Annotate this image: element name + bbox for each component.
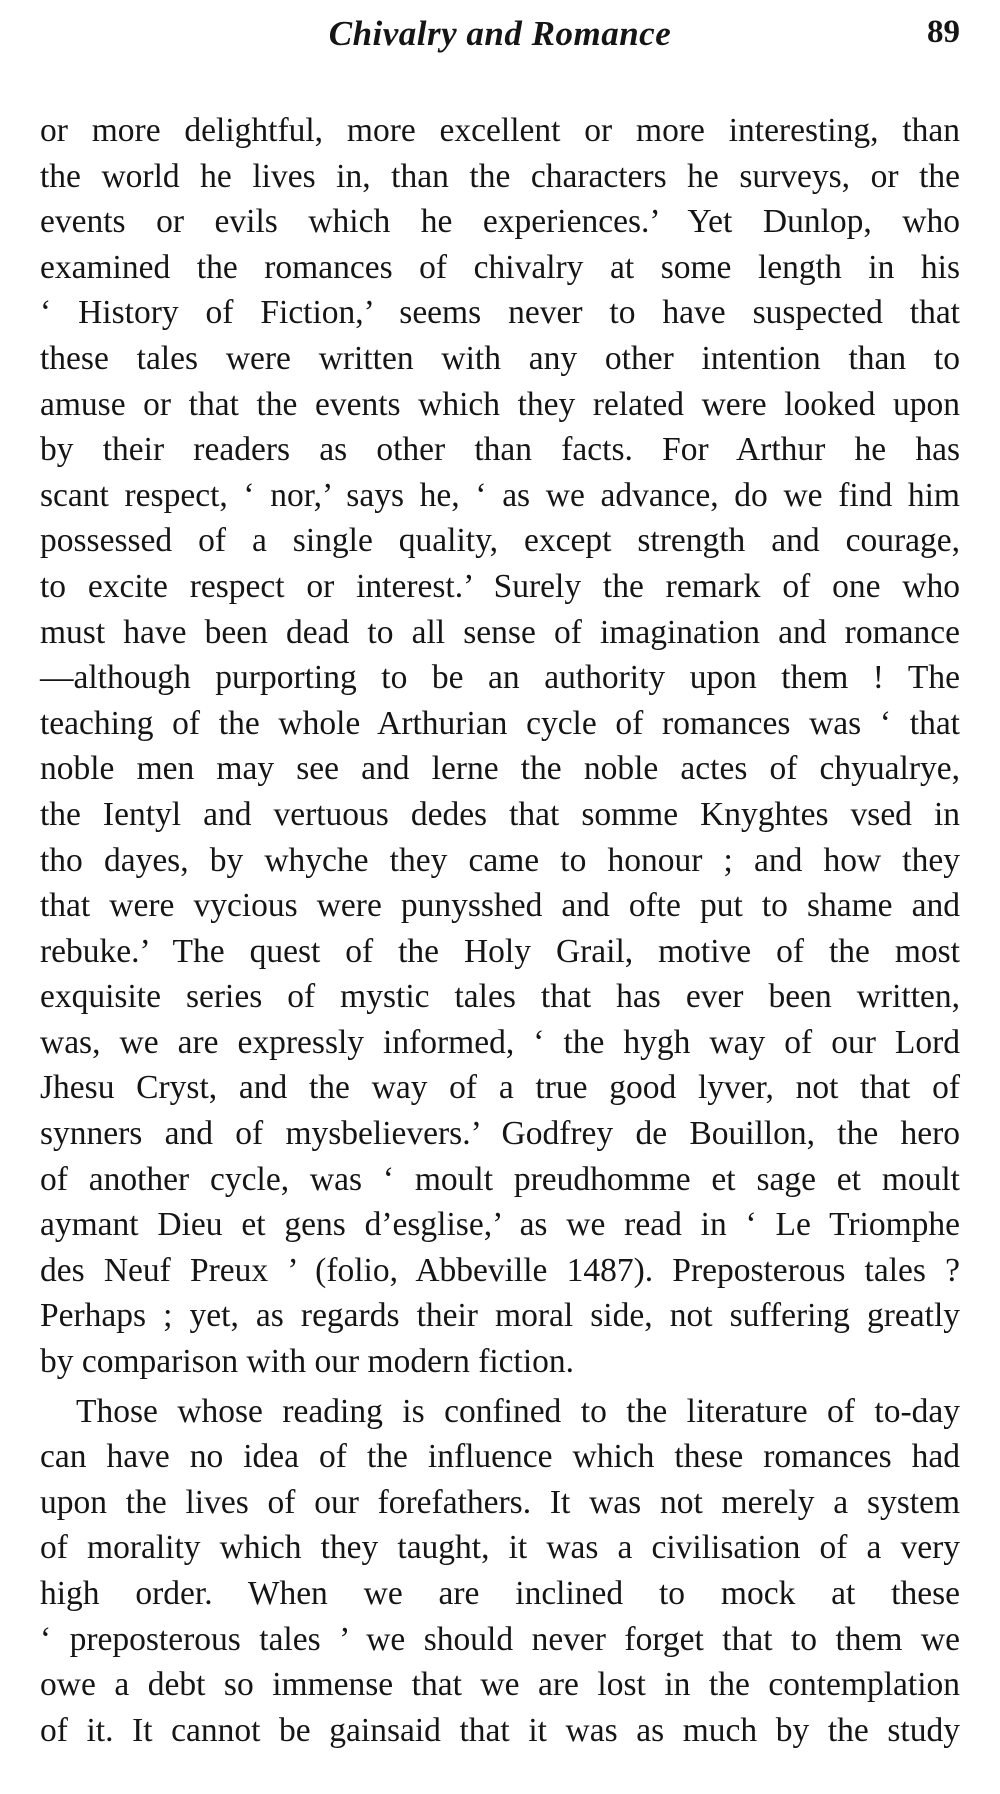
- text-line: by their readers as other than facts. For Arthur he has: [40, 431, 960, 469]
- text-line: of morality which they taught, it was a civilisation of a very: [40, 1529, 960, 1567]
- text-line: these tales were written with any other intention than to: [40, 339, 960, 377]
- text-line: must have been dead to all sense of imagination and romance: [40, 613, 960, 651]
- page-number: 89: [927, 14, 960, 50]
- body-text: [40, 108, 960, 1753]
- text-line: Those whose reading is confined to the literature of to-day: [76, 1392, 960, 1430]
- paragraph-1: [40, 108, 960, 1385]
- text-line: rebuke.’ The quest of the Holy Grail, motive of the most: [40, 932, 960, 970]
- text-line: Jhesu Cryst, and the way of a true good lyver, not that of: [40, 1069, 960, 1107]
- page-header: [40, 14, 960, 74]
- text-line: des Neuf Preux ’ (folio, Abbeville 1487). Preposterous tales ?: [40, 1251, 960, 1289]
- text-line: noble men may see and lerne the noble actes of chyualrye,: [40, 750, 960, 788]
- paragraph-2: [40, 1389, 960, 1754]
- text-line: of another cycle, was ‘ moult preudhomme et sage et moult: [40, 1160, 960, 1198]
- text-line: that were vycious were punysshed and ofte put to shame and: [40, 887, 960, 925]
- text-line: owe a debt so immense that we are lost in the contemplation: [40, 1666, 960, 1704]
- text-line: or more delightful, more excellent or more interesting, than: [40, 112, 960, 149]
- text-line: by comparison with our modern fiction.: [40, 1343, 575, 1381]
- text-line: —although purporting to be an authority upon them ! The: [40, 659, 960, 697]
- text-line: aymant Dieu et gens d’esglise,’ as we read in ‘ Le Triomphe: [40, 1206, 960, 1244]
- text-line: the world he lives in, than the characters he surveys, or the: [40, 157, 960, 195]
- text-line: ‘ preposterous tales ’ we should never forget that to them we: [40, 1620, 960, 1658]
- text-line: tho dayes, by whyche they came to honour ; and how they: [40, 841, 960, 879]
- text-line: possessed of a single quality, except strength and courage,: [40, 522, 960, 560]
- text-line: the Ientyl and vertuous dedes that somme Knyghtes vsed in: [40, 795, 960, 833]
- text-line: Perhaps ; yet, as regards their moral side, not suffering greatly: [40, 1297, 960, 1335]
- text-line: events or evils which he experiences.’ Yet Dunlop, who: [40, 203, 960, 241]
- text-line: high order. When we are inclined to mock at these: [40, 1575, 960, 1612]
- text-line: examined the romances of chivalry at some length in his: [40, 248, 960, 286]
- text-line: can have no idea of the influence which these romances had: [40, 1438, 960, 1476]
- text-line: of it. It cannot be gainsaid that it was as much by the study: [40, 1711, 960, 1749]
- text-line: amuse or that the events which they related were looked upon: [40, 385, 960, 423]
- text-line: upon the lives of our forefathers. It was not merely a system: [40, 1483, 960, 1521]
- text-line: ‘ History of Fiction,’ seems never to have suspected that: [40, 294, 960, 332]
- text-line: was, we are expressly informed, ‘ the hygh way of our Lord: [40, 1023, 960, 1061]
- text-line: to excite respect or interest.’ Surely the remark of one who: [40, 567, 960, 605]
- text-line: synners and of mysbelievers.’ Godfrey de Bouillon, the hero: [40, 1115, 960, 1153]
- text-line: exquisite series of mystic tales that has ever been written,: [40, 978, 960, 1016]
- text-line: teaching of the whole Arthurian cycle of romances was ‘ that: [40, 704, 960, 742]
- text-line: scant respect, ‘ nor,’ says he, ‘ as we advance, do we find him: [40, 476, 960, 514]
- running-title: Chivalry and Romance: [328, 14, 672, 53]
